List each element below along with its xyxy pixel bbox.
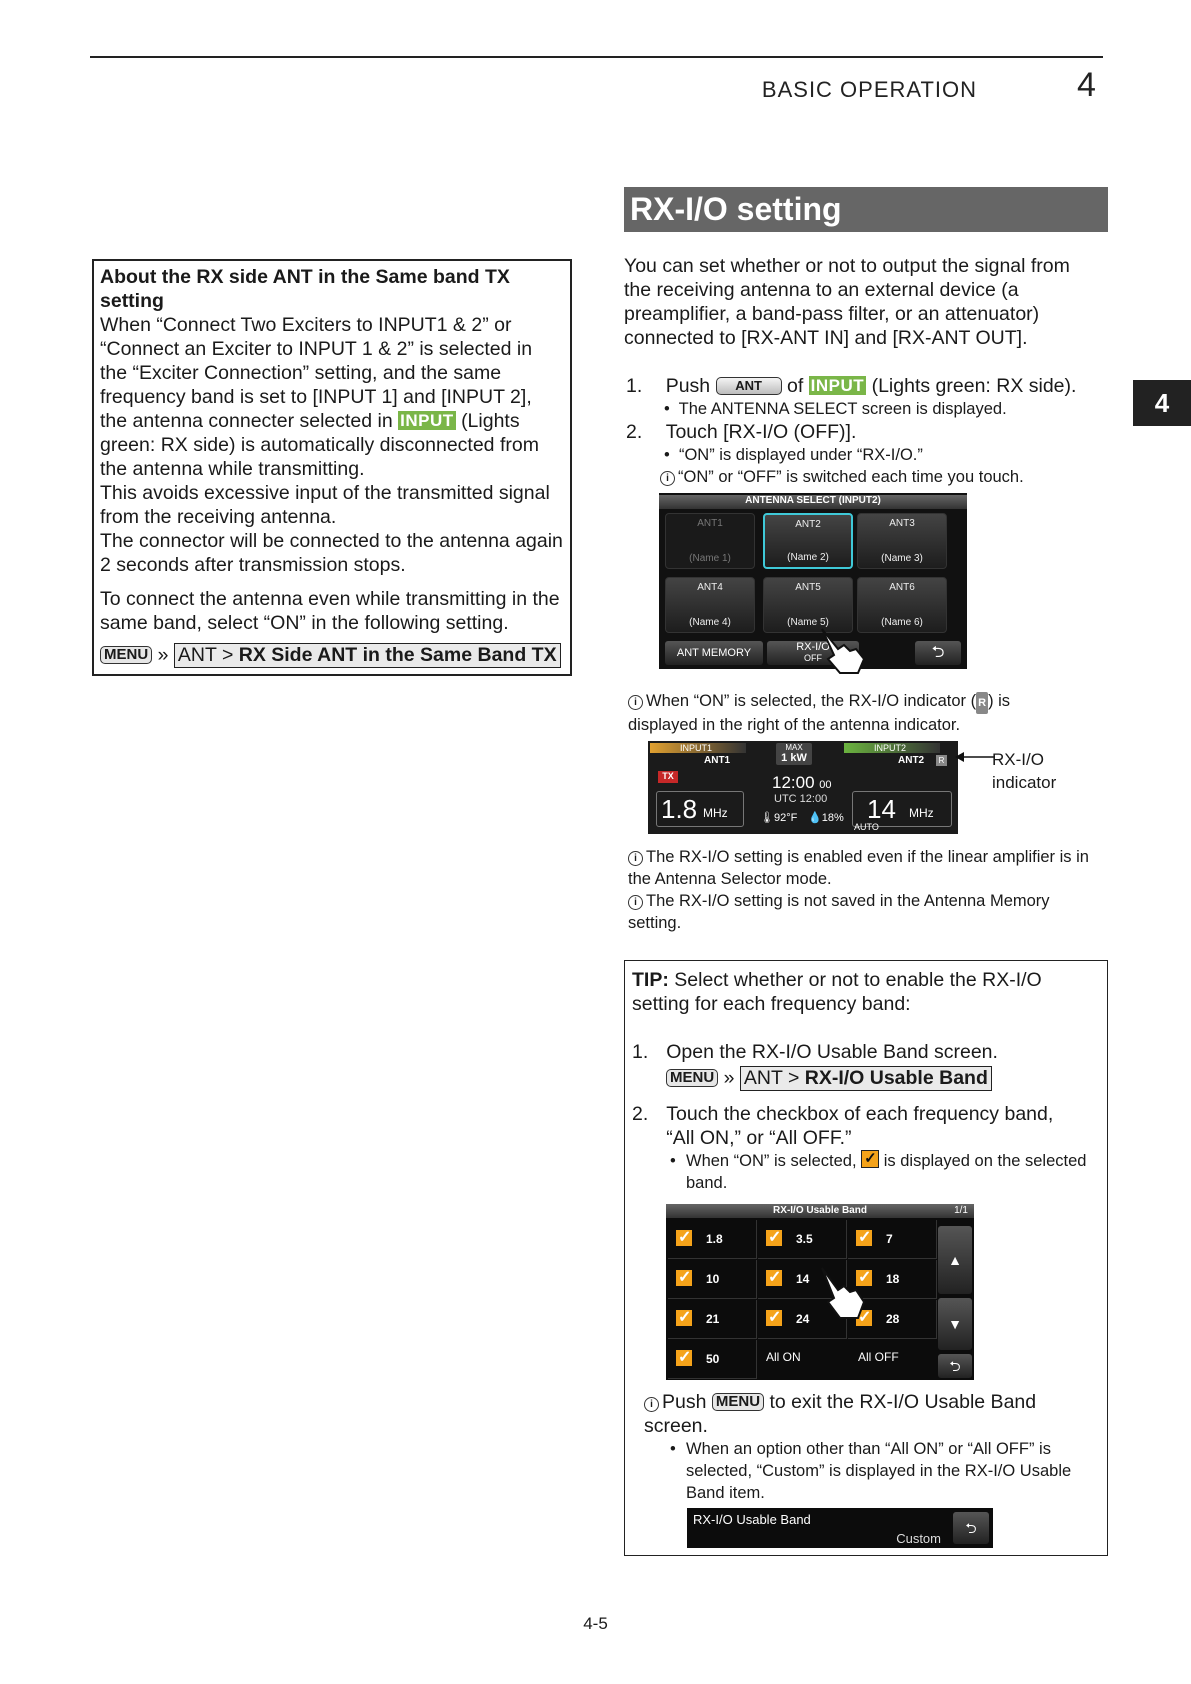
chapter-tab: 4 bbox=[1133, 380, 1191, 426]
note-title: About the RX side ANT in the Same band TX setting bbox=[100, 266, 510, 312]
band-label: 50 bbox=[706, 1352, 720, 1366]
band-label: 14 bbox=[796, 1272, 810, 1286]
all-off-button[interactable]: All OFF bbox=[858, 1350, 899, 1364]
power-value: 1 kW bbox=[781, 752, 807, 764]
tip-info-exit bbox=[644, 1390, 1064, 1438]
back-icon[interactable]: ⮌ bbox=[915, 641, 961, 665]
freq1-value: 1.8 bbox=[661, 794, 698, 824]
ant2-label: ANT2 bbox=[898, 755, 925, 766]
step-text: Touch the checkbox of each frequency band, “All ON,” or “All OFF.” bbox=[666, 1103, 1054, 1149]
temperature: 🌡92°F bbox=[760, 812, 798, 824]
back-icon[interactable]: ⮌ bbox=[938, 1354, 972, 1378]
header-rule bbox=[90, 56, 1103, 58]
indicator-screen bbox=[648, 741, 958, 834]
antenna-tile-name: (Name 5) bbox=[787, 617, 829, 628]
band-label: 7 bbox=[886, 1232, 893, 1246]
info-text: When “ON” is selected, the RX-I/O indicator ( bbox=[646, 692, 977, 710]
antenna-tile-number: ANT6 bbox=[889, 582, 915, 593]
note-paragraph-2: This avoids excessive input of the transmitted signal from the receiving antenna. bbox=[100, 482, 550, 528]
rxio-button-label: RX-I/O bbox=[796, 641, 830, 653]
bullet-text: When “ON” is selected, bbox=[686, 1152, 857, 1170]
step-text: (Lights green: RX side). bbox=[871, 375, 1077, 397]
utc-time: UTC 12:00 bbox=[774, 793, 828, 805]
checkmark-icon bbox=[766, 1270, 782, 1286]
band-label: 10 bbox=[706, 1272, 720, 1286]
step-number: 2. bbox=[632, 1103, 649, 1125]
rxio-on-info bbox=[628, 690, 1068, 736]
bullet-text: is displayed on the selected band. bbox=[686, 1152, 1087, 1192]
rxio-indicator-callout: RX-I/O indicator bbox=[992, 750, 1057, 792]
bullet-text: When an option other than “All ON” or “All OFF” is selected, “Custom” is displayed in the RX-I/O Usable Band item. bbox=[686, 1440, 1072, 1502]
info-icon: i bbox=[628, 851, 643, 866]
rxio-step-2 bbox=[626, 420, 856, 444]
max-label: MAX bbox=[785, 743, 803, 752]
checkmark-icon bbox=[766, 1310, 782, 1326]
antenna-tile-number: ANT3 bbox=[889, 518, 915, 529]
band-label: 1.8 bbox=[706, 1232, 723, 1246]
usable-band-screen bbox=[666, 1204, 974, 1380]
power-box bbox=[776, 743, 812, 765]
hand-pointer-icon bbox=[816, 1264, 876, 1324]
scroll-down-icon[interactable]: ▼ bbox=[938, 1298, 972, 1350]
antenna-tile-number: ANT4 bbox=[697, 582, 723, 593]
info-icon: i bbox=[628, 895, 643, 910]
all-on-button[interactable]: All ON bbox=[766, 1350, 801, 1364]
tip-bullet-1: • When “ON” is selected, ✓ is displayed on the selected band. bbox=[670, 1150, 1090, 1194]
page-indicator: 1/1 bbox=[954, 1205, 968, 1216]
info-text: ) is displayed in the right of the antenna indicator. bbox=[628, 692, 1011, 734]
band-checkbox-1.8[interactable] bbox=[668, 1220, 757, 1259]
antenna-tile-name: (Name 6) bbox=[881, 617, 923, 628]
rxio-button-state: OFF bbox=[804, 653, 822, 663]
rxio-indicator-icon: R bbox=[976, 692, 988, 714]
tip-text: Select whether or not to enable the RX-I/O setting for each frequency band: bbox=[632, 969, 1042, 1015]
step-number: 2. bbox=[626, 421, 643, 443]
usable-band-title: RX-I/O Usable Band bbox=[773, 1205, 867, 1216]
note-paragraph-4: To connect the antenna even while transmitting in the same band, select “ON” in the following setting. bbox=[100, 588, 560, 634]
rxio-intro: You can set whether or not to output the signal from the receiving antenna to an external device (a preamplifier, a band-pass filter, or an attenuator) connected to [RX-ANT IN] and [RX-ANT OUT]. bbox=[624, 255, 1070, 349]
band-checkbox-50[interactable] bbox=[668, 1340, 757, 1379]
note-menu-path bbox=[100, 643, 564, 668]
note-paragraph-1 bbox=[100, 313, 564, 481]
freq1-unit: MHz bbox=[703, 806, 728, 820]
tip-step-1 bbox=[632, 1040, 998, 1064]
step-text: Push bbox=[665, 375, 711, 397]
antenna-tile-3[interactable] bbox=[857, 513, 947, 569]
antenna-select-screen bbox=[659, 493, 967, 669]
step-2-bullet: • “ON” is displayed under “RX-I/O.” bbox=[664, 446, 923, 464]
checkmark-icon bbox=[676, 1230, 692, 1246]
band-checkbox-21[interactable] bbox=[668, 1300, 757, 1339]
menu-path-box bbox=[740, 1066, 992, 1091]
band-label: 18 bbox=[886, 1272, 900, 1286]
custom-bar-value: Custom bbox=[896, 1531, 941, 1546]
chapter-number: 4 bbox=[1077, 66, 1096, 104]
page-number: 4-5 bbox=[583, 1614, 608, 1633]
tip-step-2 bbox=[632, 1102, 1082, 1150]
input-key-icon: INPUT bbox=[810, 376, 865, 395]
band-label: 28 bbox=[886, 1312, 900, 1326]
menu-key-icon: MENU bbox=[100, 646, 152, 664]
freq2-value: 14 bbox=[867, 794, 896, 824]
info-icon: i bbox=[660, 471, 675, 486]
checkmark-icon bbox=[676, 1310, 692, 1326]
checkmark-icon bbox=[766, 1230, 782, 1246]
auto-label: AUTO bbox=[854, 822, 879, 832]
checkmark-icon bbox=[676, 1270, 692, 1286]
rxio-indicator: R bbox=[936, 755, 947, 766]
input2-label: INPUT2 bbox=[844, 743, 940, 753]
rxio-heading: RX-I/O setting bbox=[624, 187, 1108, 232]
step-text: of bbox=[786, 375, 804, 397]
step-text: Touch [RX-I/O (OFF)]. bbox=[665, 421, 857, 443]
step-2-info bbox=[660, 466, 1024, 488]
bullet-text: “ON” is displayed under “RX-I/O.” bbox=[678, 446, 923, 464]
note-text: When “Connect Two Exciters to INPUT1 & 2” or “Connect an Exciter to INPUT 1 & 2” is selected in the “Exciter Connection” setting, and the same frequency band is set to [INPUT 1] and [INPUT 2], the antenna connecter selected in bbox=[100, 314, 533, 432]
antenna-tile-number: ANT2 bbox=[795, 519, 821, 530]
tip-intro bbox=[632, 968, 1092, 1016]
menu-path-item: RX-I/O Usable Band bbox=[804, 1067, 988, 1089]
antenna-tile-name: (Name 1) bbox=[689, 553, 731, 564]
step-1-bullet: • The ANTENNA SELECT screen is displayed. bbox=[664, 400, 1007, 418]
antenna-tile-name: (Name 3) bbox=[881, 553, 923, 564]
band-checkbox-3.5[interactable] bbox=[758, 1220, 847, 1259]
antenna-tile-4[interactable] bbox=[665, 577, 755, 633]
checkmark-icon bbox=[856, 1230, 872, 1246]
clock-time: 12:00 bbox=[772, 773, 815, 792]
rxio-step-1 bbox=[626, 374, 1106, 398]
hand-pointer-icon bbox=[814, 625, 874, 677]
back-icon[interactable]: ⮌ bbox=[953, 1512, 989, 1544]
temperature-value: 92°F bbox=[773, 812, 798, 824]
menu-path-item: RX Side ANT in the Same Band TX bbox=[238, 644, 557, 666]
info-icon: i bbox=[628, 695, 643, 710]
bullet-text: The ANTENNA SELECT screen is displayed. bbox=[678, 400, 1007, 418]
antenna-tile-number: ANT5 bbox=[795, 582, 821, 593]
antenna-tile-2[interactable] bbox=[763, 513, 853, 569]
antenna-tile-number: ANT1 bbox=[697, 518, 723, 529]
humidity: 💧18% bbox=[808, 812, 844, 824]
input1-label: INPUT1 bbox=[650, 743, 746, 753]
ant-key-icon: ANT bbox=[716, 377, 782, 395]
info-text: Push bbox=[662, 1391, 707, 1413]
clock bbox=[772, 773, 832, 793]
step-number: 1. bbox=[626, 375, 643, 397]
info-text: to exit the RX-I/O Usable Band screen. bbox=[644, 1391, 1037, 1437]
step-text: Open the RX-I/O Usable Band screen. bbox=[666, 1041, 998, 1063]
info-text: The RX-I/O setting is not saved in the Antenna Memory setting. bbox=[628, 892, 1050, 932]
antenna-select-title: ANTENNA SELECT (INPUT2) bbox=[659, 495, 967, 509]
menu-key-icon: MENU bbox=[712, 1393, 764, 1411]
custom-bar-screen bbox=[687, 1508, 993, 1548]
tx-badge: TX bbox=[658, 771, 678, 783]
menu-path-box bbox=[174, 643, 561, 668]
checkmark-icon bbox=[861, 1150, 879, 1168]
antenna-tile-name: (Name 2) bbox=[787, 552, 829, 563]
note-box bbox=[92, 259, 572, 676]
menu-path-prefix: ANT > bbox=[743, 1067, 805, 1089]
band-checkbox-10[interactable] bbox=[668, 1260, 757, 1299]
menu-path-prefix: ANT > bbox=[177, 644, 239, 666]
band-label: 21 bbox=[706, 1312, 720, 1326]
section-title: BASIC OPERATION bbox=[761, 77, 977, 102]
info-text: The RX-I/O setting is enabled even if the linear amplifier is in the Antenna Selector mode. bbox=[628, 848, 1089, 888]
antenna-tile-name: (Name 4) bbox=[689, 617, 731, 628]
usable-band-titlebar bbox=[666, 1204, 974, 1218]
checkmark-icon bbox=[676, 1350, 692, 1366]
info-ant-memory bbox=[628, 890, 1098, 934]
raquo: » bbox=[723, 1067, 735, 1089]
humidity-value: 18% bbox=[821, 812, 844, 824]
tip-menu-path bbox=[666, 1066, 992, 1091]
band-checkbox-7[interactable] bbox=[848, 1220, 937, 1259]
menu-key-icon: MENU bbox=[666, 1069, 718, 1087]
ant-memory-button[interactable]: ANT MEMORY bbox=[665, 641, 763, 665]
tip-label: TIP: bbox=[632, 969, 669, 991]
band-label: 24 bbox=[796, 1312, 810, 1326]
tip-bullet-2: • When an option other than “All ON” or “All OFF” is selected, “Custom” is displayed in the RX-I/O Usable Band item. bbox=[670, 1438, 1090, 1504]
custom-bar-label[interactable]: RX-I/O Usable Band bbox=[693, 1512, 811, 1527]
band-label: 3.5 bbox=[796, 1232, 813, 1246]
info-linear-amp bbox=[628, 846, 1098, 890]
callout-arrow-icon bbox=[955, 750, 995, 764]
input-key-icon: INPUT bbox=[400, 411, 454, 430]
freq1-box bbox=[656, 791, 744, 827]
raquo: » bbox=[157, 644, 169, 666]
note-paragraph-3: The connector will be connected to the antenna again 2 seconds after transmission stops. bbox=[100, 530, 563, 576]
info-icon: i bbox=[644, 1397, 659, 1412]
antenna-tile-1[interactable] bbox=[665, 513, 755, 569]
info-text: “ON” or “OFF” is switched each time you touch. bbox=[678, 468, 1024, 486]
ant1-label: ANT1 bbox=[704, 755, 731, 766]
freq2-unit: MHz bbox=[909, 806, 934, 820]
note-text: (Lights green: RX side) is automatically disconnected from the antenna while transmitting. bbox=[100, 410, 539, 480]
step-number: 1. bbox=[632, 1041, 649, 1063]
clock-seconds: 00 bbox=[819, 779, 832, 791]
scroll-up-icon[interactable]: ▲ bbox=[938, 1226, 972, 1294]
